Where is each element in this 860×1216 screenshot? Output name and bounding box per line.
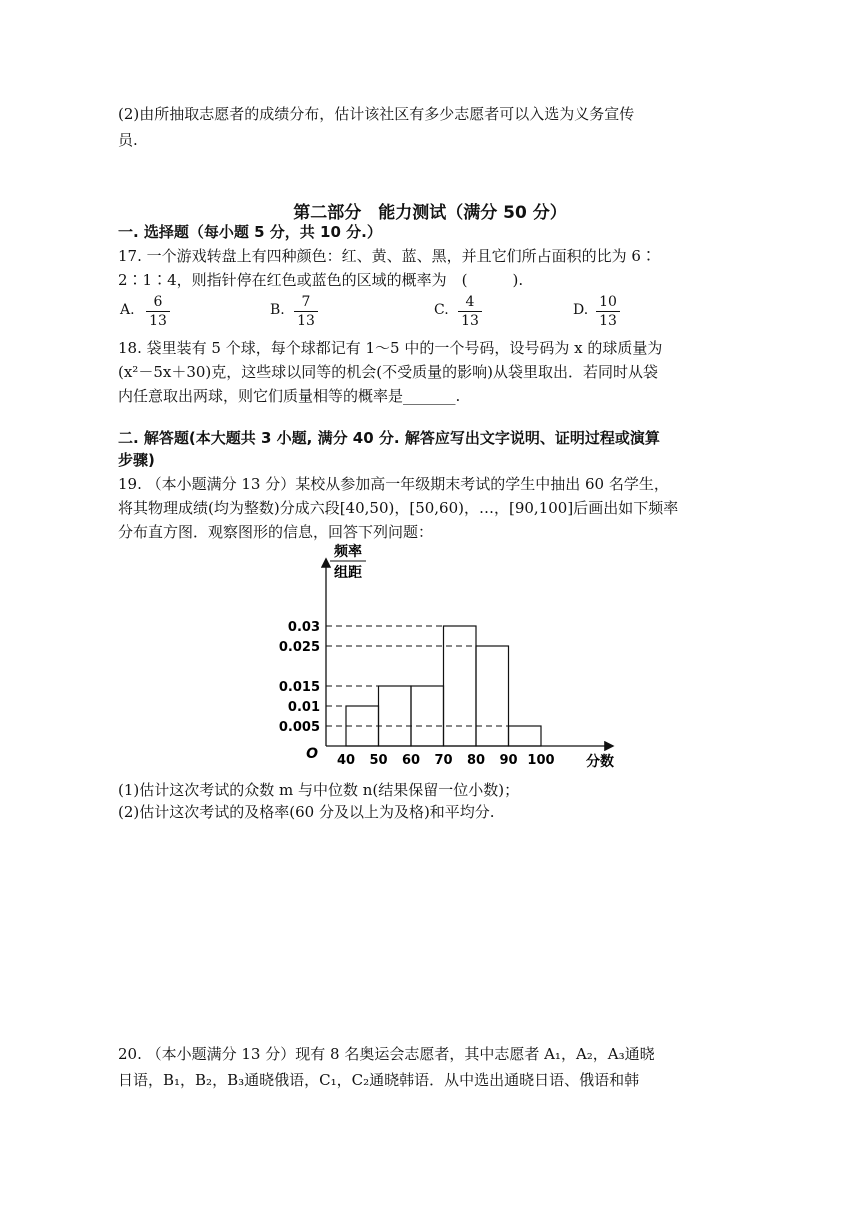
- x-tick-label: 100: [527, 753, 555, 768]
- option-b-fraction: [294, 293, 318, 330]
- x-tick-label: 90: [499, 753, 518, 768]
- option-b-den: 13: [297, 313, 315, 329]
- frequency-histogram: [270, 540, 620, 776]
- option-a-fraction: [146, 293, 170, 330]
- section1-heading: 一. 选择题（每小题 5 分，共 10 分.）: [118, 223, 382, 241]
- x-tick-label: 80: [466, 753, 486, 768]
- part2-title: 第二部分 能力测试（满分 50 分）: [293, 203, 567, 223]
- x-tick-label: 50: [369, 753, 388, 768]
- option-a-den: 13: [149, 313, 167, 329]
- q16-part2-line2: 员.: [118, 131, 138, 149]
- histogram-bar: [411, 686, 444, 746]
- x-tick-label: 70: [434, 753, 453, 768]
- histogram-bar: [476, 646, 509, 746]
- q18-line2: (x²－5x＋30)克，这些球以同等的机会(不受质量的影响)从袋里取出．若同时从袋: [118, 363, 658, 381]
- section2-heading-line2: 步骤): [118, 451, 155, 469]
- q19-line2: 将其物理成绩(均为整数)分成六段[40,50)，[50,60)，…，[90,100]后画出如下频率: [118, 499, 679, 517]
- option-a-letter: A.: [120, 302, 135, 318]
- y-axis-label-top: 频率: [334, 544, 362, 560]
- q18-line3: 内任意取出两球，则它们质量相等的概率是_______.: [118, 387, 461, 405]
- option-a-num: 6: [146, 293, 170, 312]
- y-tick-label: 0.025: [278, 640, 320, 655]
- q20-line1: 20. （本小题满分 13 分）现有 8 名奥运会志愿者，其中志愿者 A₁，A₂，A₃通晓: [118, 1045, 655, 1063]
- histogram-bar: [379, 686, 412, 746]
- option-b-letter: B.: [270, 302, 285, 318]
- origin-label: O: [306, 746, 318, 762]
- section2-heading-line1: 二. 解答题(本大题共 3 小题, 满分 40 分. 解答应写出文字说明、证明过程或演算: [118, 429, 660, 447]
- option-d-den: 13: [599, 313, 617, 329]
- histogram-bar: [509, 726, 542, 746]
- q19-sub1: (1)估计这次考试的众数 m 与中位数 n(结果保留一位小数)；: [118, 781, 520, 799]
- y-tick-label: 0.01: [287, 700, 320, 715]
- y-tick-label: 0.03: [287, 620, 320, 635]
- y-axis-label-bottom: 组距: [334, 565, 362, 581]
- option-b-num: 7: [294, 293, 318, 312]
- option-c-num: 4: [458, 293, 482, 312]
- x-axis-label: 分数: [586, 754, 614, 770]
- q19-sub2: (2)估计这次考试的及格率(60 分及以上为及格)和平均分.: [118, 803, 495, 821]
- q19-line1: 19. （本小题满分 13 分）某校从参加高一年级期末考试的学生中抽出 60 名学生，: [118, 475, 669, 493]
- x-tick-label: 40: [336, 753, 356, 768]
- x-tick-label: 60: [401, 753, 421, 768]
- q20-line2: 日语，B₁，B₂，B₃通晓俄语，C₁，C₂通晓韩语．从中选出通晓日语、俄语和韩: [118, 1071, 640, 1089]
- q16-part2-line1: (2)由所抽取志愿者的成绩分布，估计该社区有多少志愿者可以入选为义务宣传: [118, 105, 635, 123]
- option-d-letter: D.: [573, 302, 589, 318]
- y-tick-label: 0.005: [278, 720, 320, 735]
- option-c-fraction: [458, 293, 482, 330]
- q19-line3: 分布直方图．观察图形的信息，回答下列问题：: [118, 523, 434, 541]
- option-c-letter: C.: [434, 302, 449, 318]
- option-d-fraction: [596, 293, 620, 330]
- y-tick-label: 0.015: [278, 680, 320, 695]
- q18-line1: 18. 袋里装有 5 个球，每个球都记有 1～5 中的一个号码，设号码为 x 的球质量为: [118, 339, 663, 357]
- q17-line1: 17. 一个游戏转盘上有四种颜色：红、黄、蓝、黑，并且它们所占面积的比为 6∶: [118, 247, 656, 265]
- option-c-den: 13: [461, 313, 479, 329]
- option-d-num: 10: [596, 293, 620, 312]
- histogram-bar: [444, 626, 477, 746]
- q17-line2: 2∶1∶4，则指针停在红色或蓝色的区域的概率为 ( ).: [118, 271, 524, 289]
